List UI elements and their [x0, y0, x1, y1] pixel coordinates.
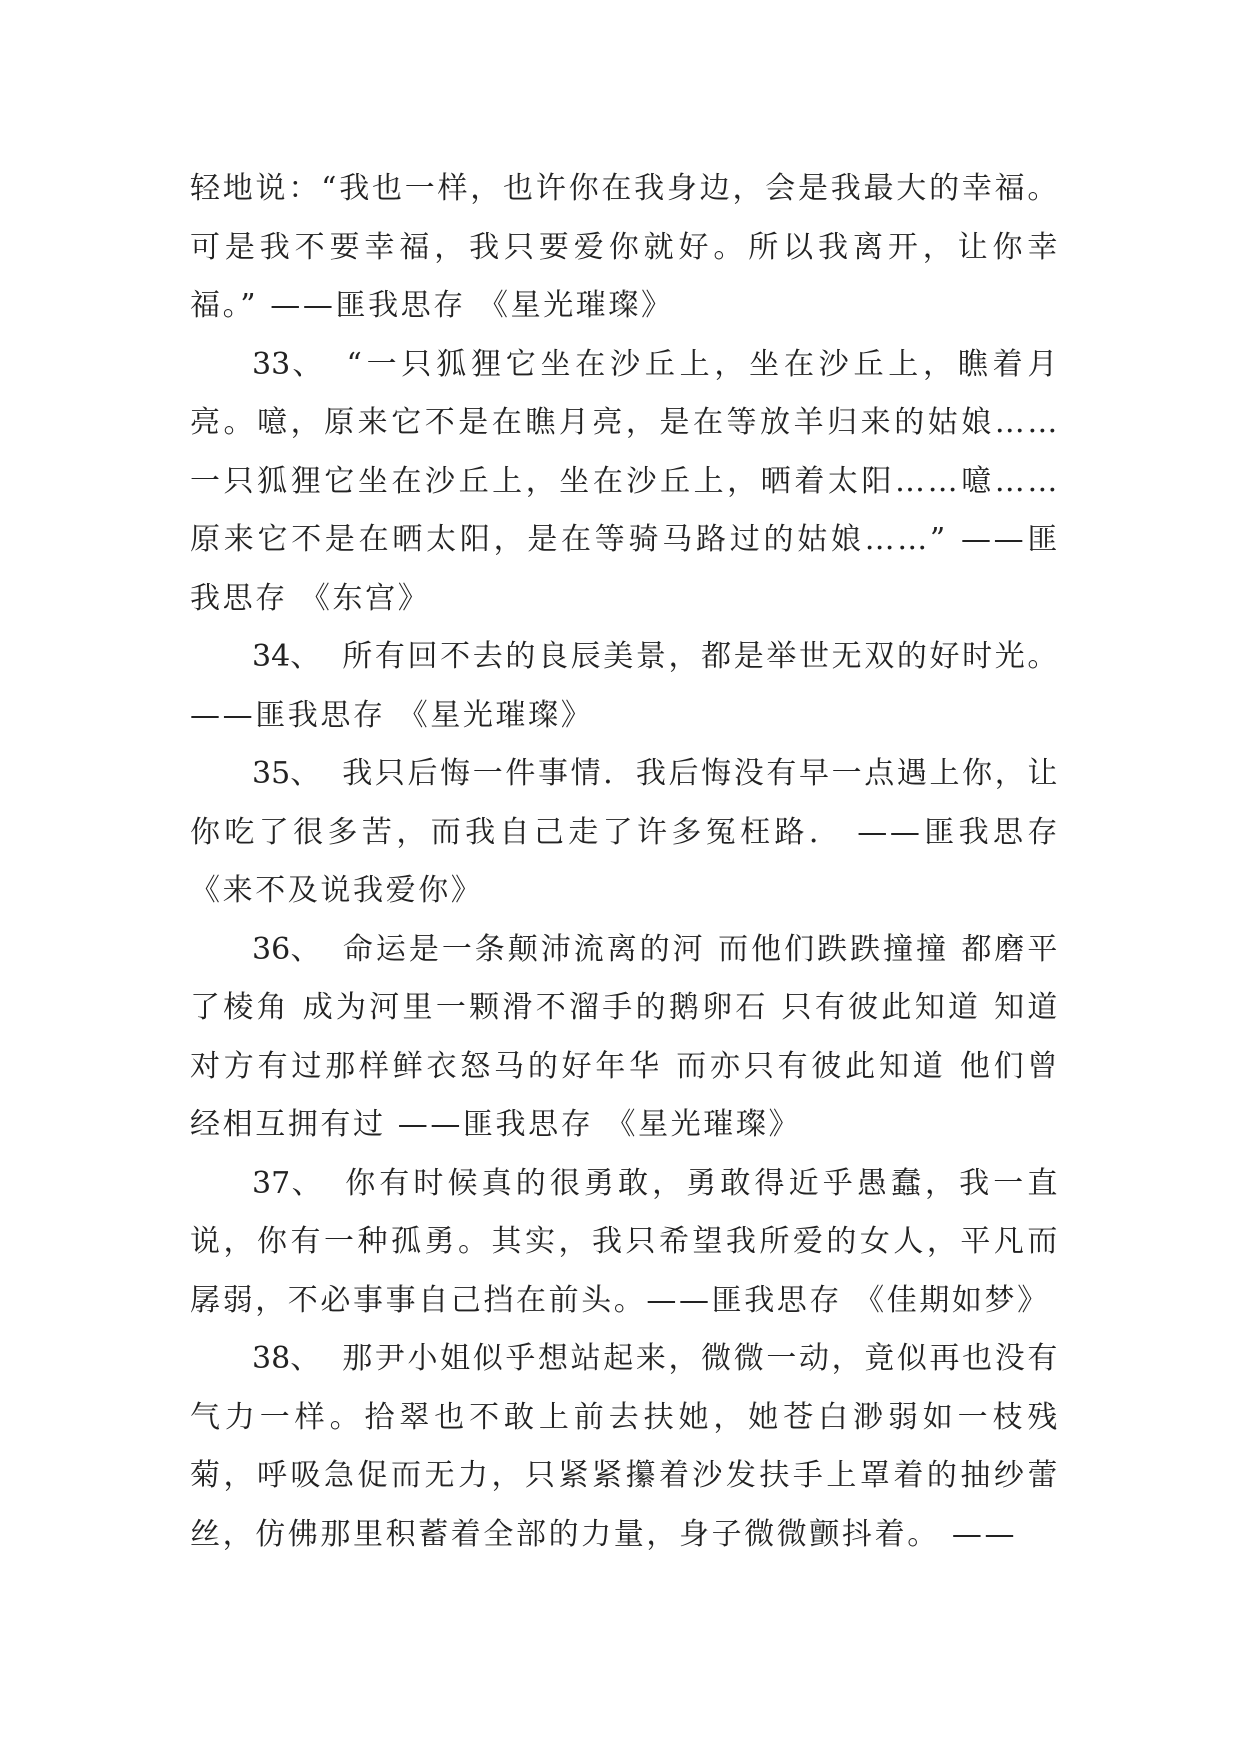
paragraph-text: 所有回不去的良辰美景，都是举世无双的好时光。——匪我思存 《星光璀璨》: [190, 639, 1060, 733]
paragraph-38: [190, 1330, 1060, 1564]
paragraph-text: 轻地说：“我也一样，也许你在我身边，会是我最大的幸福。可是我不要幸福，我只要爱你就好。所以我离开，让你幸福。” ——匪我思存 《星光璀璨》: [190, 171, 1060, 323]
paragraph-number: 35、: [252, 756, 321, 791]
paragraph-36: [190, 921, 1060, 1155]
paragraph-34: [190, 628, 1060, 745]
paragraph-number: 36、: [252, 931, 321, 967]
paragraph-number: 37、: [252, 1165, 324, 1201]
paragraph-number: 34、: [252, 639, 321, 674]
document-body: [190, 160, 1060, 1564]
paragraph-number: 33、: [252, 346, 325, 382]
paragraph-text: 那尹小姐似乎想站起来，微微一动，竟似再也没有气力一样。拾翠也不敢上前去扶她，她苍白渺弱如一枝残菊，呼吸急促而无力，只紧紧攥着沙发扶手上罩着的抽纱蕾丝，仿佛那里积蓄着全部的力量，身子微微颤抖着。 ——: [190, 1341, 1060, 1552]
paragraph-37: [190, 1155, 1060, 1331]
paragraph-text: “一只狐狸它坐在沙丘上，坐在沙丘上，瞧着月亮。噫，原来它不是在瞧月亮，是在等放羊归来的姑娘……一只狐狸它坐在沙丘上，坐在沙丘上，晒着太阳……噫……原来它不是在晒太阳，是在等骑马路过的姑娘……” ——匪我思存 《东宫》: [190, 346, 1060, 616]
paragraph-text: 你有时候真的很勇敢，勇敢得近乎愚蠢，我一直说，你有一种孤勇。其实，我只希望我所爱的女人，平凡而孱弱，不必事事自己挡在前头。——匪我思存 《佳期如梦》: [190, 1165, 1060, 1318]
paragraph-text: 我只后悔一件事情．我后悔没有早一点遇上你，让你吃了很多苦，而我自己走了许多冤枉路． ——匪我思存 《来不及说我爱你》: [190, 756, 1060, 908]
paragraph-33: [190, 336, 1060, 629]
paragraph-continued: [190, 160, 1060, 336]
paragraph-text: 命运是一条颠沛流离的河 而他们跌跌撞撞 都磨平了棱角 成为河里一颗滑不溜手的鹅卵石 只有彼此知道 知道对方有过那样鲜衣怒马的好年华 而亦只有彼此知道 他们曾经相互拥有过 ——匪我思存 《星光璀璨》: [190, 931, 1060, 1142]
paragraph-35: [190, 745, 1060, 921]
paragraph-number: 38、: [252, 1341, 321, 1376]
